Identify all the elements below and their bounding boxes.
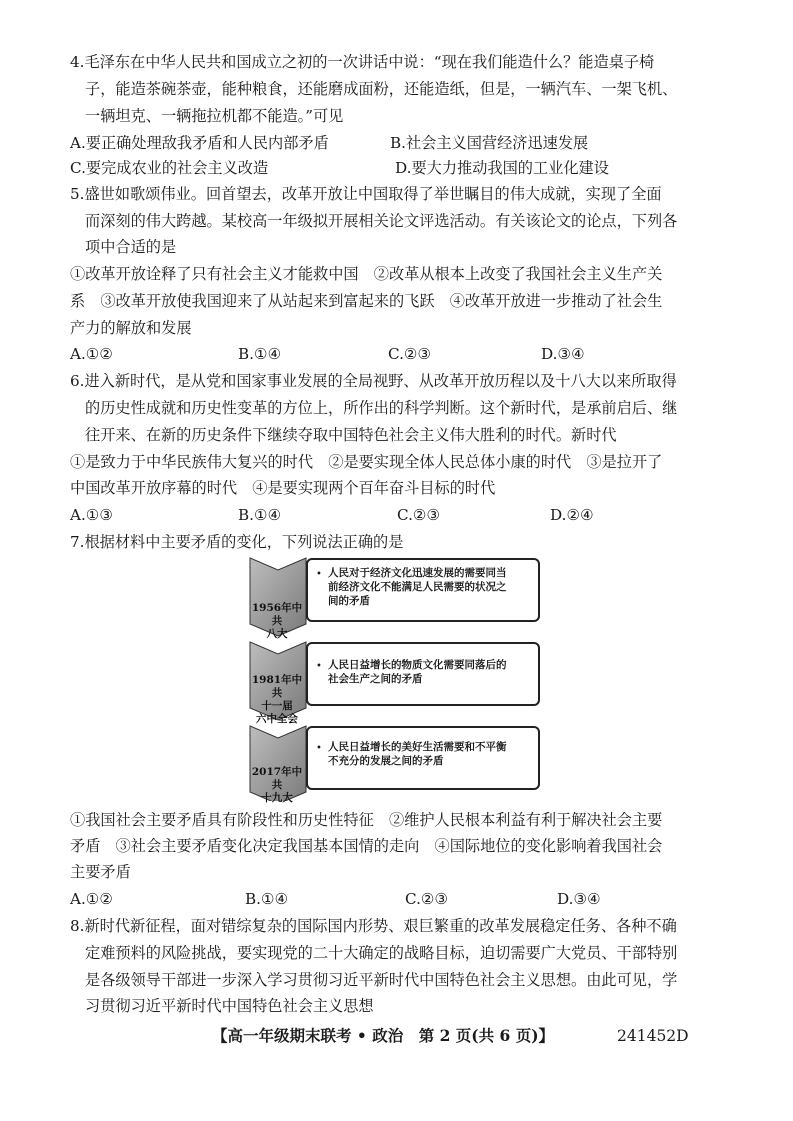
q6-option-c: C.②③ xyxy=(397,506,441,524)
q4-option-d: D.要大力推动我国的工业化建设 xyxy=(395,159,609,177)
q7-option-d: D.③④ xyxy=(557,890,601,908)
q5-statement-line-3: 产力的解放和发展 xyxy=(70,319,192,337)
q7-option-b: B.①④ xyxy=(245,890,289,908)
bullet-icon: • xyxy=(316,661,322,672)
q4-option-c: C.要完成农业的社会主义改造 xyxy=(70,159,269,177)
stage-label-2017: 2017年中共 十九大 xyxy=(251,766,303,804)
q5-option-b: B.①④ xyxy=(238,345,282,363)
q4-option-b: B.社会主义国营经济迅速发展 xyxy=(390,134,589,152)
q7-option-c: C.②③ xyxy=(405,890,449,908)
paper-code: 241452D xyxy=(617,1027,689,1045)
q5-statement-line-2: 系 ③改革开放使我国迎来了从站起来到富起来的飞跃 ④改革开放进一步推动了社会生 xyxy=(70,292,663,310)
q5-option-a: A.①② xyxy=(70,345,114,363)
contradiction-box-1956 xyxy=(306,558,540,622)
q5-stem-line-1: 5.盛世如歌颂伟业。回首望去，改革开放让中国取得了举世瞩目的伟大成就，实现了全面 xyxy=(70,185,662,203)
contradiction-diagram xyxy=(248,556,544,804)
q5-statement-line-1: ①改革开放诠释了只有社会主义才能救中国 ②改革从根本上改变了我国社会主义生产关 xyxy=(70,265,663,283)
q4-stem-line-2: 子，能造茶碗茶壶，能种粮食，还能磨成面粉，还能造纸，但是，一辆汽车、一架飞机、 xyxy=(85,80,678,98)
q8-stem-line-3: 是各级领导干部进一步深入学习贯彻习近平新时代中国特色社会主义思想。由此可见，学 xyxy=(85,971,678,989)
page-footer: 【高一年级期末联考 • 政治 第 2 页(共 6 页)】 xyxy=(212,1026,555,1045)
q5-stem-line-3: 项中合适的是 xyxy=(85,238,177,256)
q5-stem-line-2: 而深刻的伟大跨越。某校高一年级拟开展相关论文评选活动。有关该论文的论点，下列各 xyxy=(85,212,678,230)
q7-option-a: A.①② xyxy=(70,890,114,908)
q6-stem-line-1: 6.进入新时代，是从党和国家事业发展的全局视野、从改革开放历程以及十八大以来所取得 xyxy=(70,372,677,390)
q8-stem-line-4: 习贯彻习近平新时代中国特色社会主义思想 xyxy=(85,997,374,1015)
q4-option-a: A.要正确处理敌我矛盾和人民内部矛盾 xyxy=(70,134,329,152)
q6-statement-line-1: ①是致力于中华民族伟大复兴的时代 ②是要实现全体人民总体小康的时代 ③是拉开了 xyxy=(70,453,663,471)
bullet-icon: • xyxy=(316,569,322,580)
contradiction-text-1981: 人民日益增长的物质文化需要同落后的 社会生产之间的矛盾 xyxy=(328,659,507,685)
q5-option-d: D.③④ xyxy=(541,345,585,363)
contradiction-text-1956: 人民对于经济文化迅速发展的需要同当 前经济文化不能满足人民需要的状况之 间的矛盾 xyxy=(328,567,507,607)
q6-stem-line-2: 的历史性成就和历史性变革的方位上，所作出的科学判断。这个新时代，是承前启后、继 xyxy=(85,399,678,417)
q8-stem-line-2: 定难预料的风险挑战，要实现党的二十大确定的战略目标，迫切需要广大党员、干部特别 xyxy=(85,944,678,962)
q7-statement-line-1: ①我国社会主要矛盾具有阶段性和历史性特征 ②维护人民根本利益有利于解决社会主要 xyxy=(70,811,663,829)
q6-option-a: A.①③ xyxy=(70,506,114,524)
q6-option-d: D.②④ xyxy=(550,506,594,524)
q6-option-b: B.①④ xyxy=(238,506,282,524)
q6-stem-line-3: 往开来、在新的历史条件下继续夺取中国特色社会主义伟大胜利的时代。新时代 xyxy=(85,426,617,444)
stage-label-1956: 1956年中共 八大 xyxy=(251,602,303,640)
contradiction-box-2017 xyxy=(306,726,540,790)
stage-label-1981: 1981年中共 十一届 六中全会 xyxy=(251,674,303,725)
q7-stem: 7.根据材料中主要矛盾的变化，下列说法正确的是 xyxy=(70,533,404,551)
q4-stem-line-1: 4.毛泽东在中华人民共和国成立之初的一次讲话中说：“现在我们能造什么？能造桌子椅 xyxy=(70,53,655,71)
q7-statement-line-3: 主要矛盾 xyxy=(70,863,131,881)
contradiction-text-2017: 人民日益增长的美好生活需要和不平衡 不充分的发展之间的矛盾 xyxy=(328,741,507,767)
q7-statement-line-2: 矛盾 ③社会主要矛盾变化决定我国基本国情的走向 ④国际地位的变化影响着我国社会 xyxy=(70,837,663,855)
q5-option-c: C.②③ xyxy=(388,345,432,363)
bullet-icon: • xyxy=(316,743,322,754)
q6-statement-line-2: 中国改革开放序幕的时代 ④是要实现两个百年奋斗目标的时代 xyxy=(70,479,496,497)
q4-stem-line-3: 一辆坦克、一辆拖拉机都不能造。”可见 xyxy=(85,107,344,125)
contradiction-box-1981 xyxy=(306,642,540,706)
q8-stem-line-1: 8.新时代新征程，面对错综复杂的国际国内形势、艰巨繁重的改革发展稳定任务、各种不确 xyxy=(70,917,677,935)
